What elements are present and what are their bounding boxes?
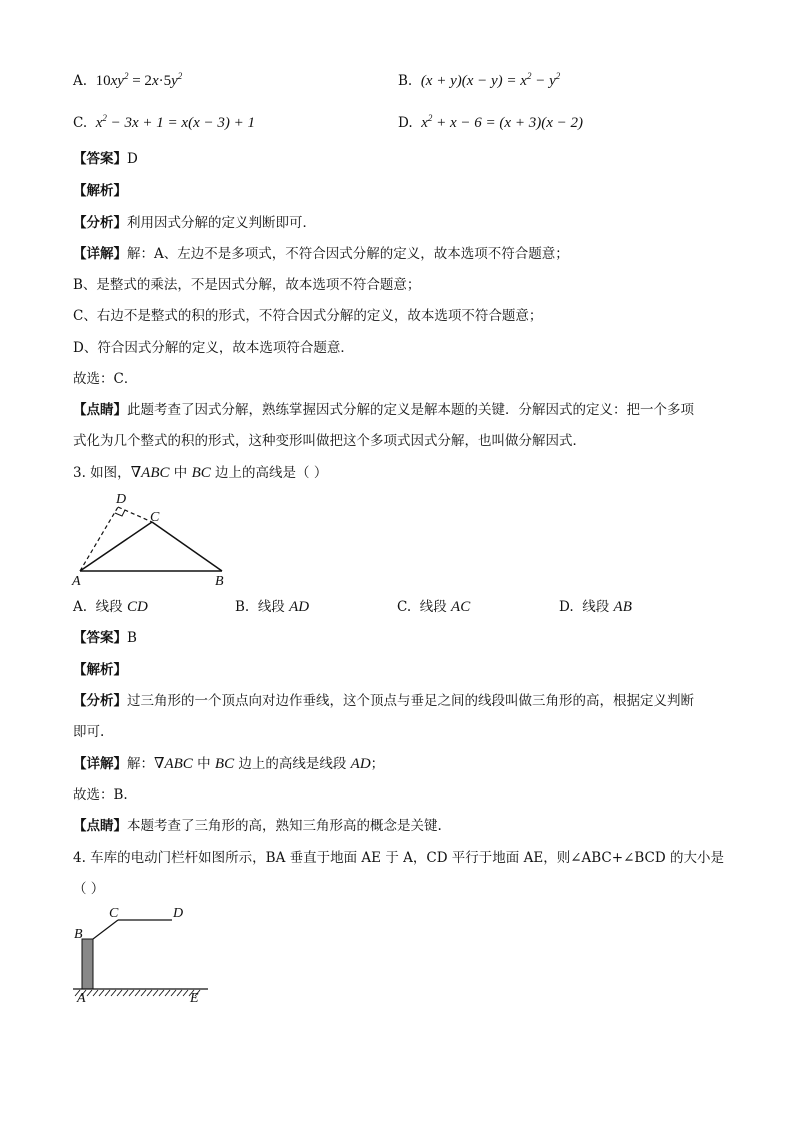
q4-label-d: D: [173, 906, 184, 921]
ground-hatch-mark: [153, 990, 158, 996]
ground-hatch-mark: [135, 990, 140, 996]
q4-label-a: A: [77, 991, 86, 1006]
q2-dianjing: 【点睛】此题考查了因式分解，熟练掌握因式分解的定义是解本题的关键．分解因式的定义：把一个多项: [73, 402, 694, 418]
q4-label-c: C: [109, 906, 119, 921]
ground-hatch-mark: [177, 990, 182, 996]
ground-hatch-mark: [183, 990, 188, 996]
q3-fenxi-cont: 即可.: [73, 724, 105, 740]
q2-option-a: A. $10xy^2 = 2x\cdot 5y^2$: [73, 71, 183, 89]
q3-option-d: D. 线段 AB: [559, 599, 632, 615]
q2-xiangjie: 【详解】解：A、左边不是多项式，不符合因式分解的定义，故本选项不符合题意；: [73, 246, 569, 262]
q2-line-c: C、右边不是整式的积的形式，不符合因式分解的定义，故本选项不符合题意；: [73, 308, 543, 324]
ground-hatch-mark: [147, 990, 152, 996]
ground-hatch-mark: [105, 990, 110, 996]
q2-choose: 故选：C．: [73, 371, 138, 387]
q2-jiexi: 【解析】: [73, 183, 127, 199]
ground-hatch-mark: [117, 990, 122, 996]
ground-hatch-mark: [87, 990, 92, 996]
q3-label-a: A: [72, 574, 81, 589]
q3-choose: 故选：B.: [73, 787, 128, 803]
q3-option-c: C. 线段 AC: [397, 599, 471, 615]
q4-stem: 4. 车库的电动门栏杆如图所示，BA 垂直于地面 AE 于 A，CD 平行于地面 AE，则∠ABC+∠BCD 的大小是: [73, 850, 724, 866]
ground-hatch-mark: [159, 990, 164, 996]
q3-jiexi: 【解析】: [73, 662, 127, 678]
q2-line-b: B、是整式的乘法，不是因式分解，故本选项不符合题意；: [73, 277, 421, 293]
ground-hatch-mark: [165, 990, 170, 996]
q2-option-b: B. $(x + y)(x - y) = x^2 - y^2$: [398, 71, 561, 89]
q2-dianjing-cont: 式化为几个整式的积的形式，这种变形叫做把这个多项式因式分解，也叫做分解因式．: [73, 433, 586, 449]
q2-option-c: C. $x^2 - 3x + 1 = x(x - 3) + 1$: [73, 113, 255, 131]
q2-option-d: D. $x^2 + x - 6 = (x + 3)(x - 2)$: [398, 113, 583, 131]
q3-option-b: B. 线段 AD: [235, 599, 310, 615]
q3-label-d: D: [116, 492, 127, 507]
ground-hatch-mark: [129, 990, 134, 996]
q3-fenxi: 【分析】过三角形的一个顶点向对边作垂线，这个顶点与垂足之间的线段叫做三角形的高，根据定义判断: [73, 693, 694, 709]
q3-label-c: C: [150, 510, 160, 525]
q4-label-e: E: [190, 991, 199, 1006]
q4-stem-cont: （ ）: [73, 881, 105, 897]
ground-hatch-mark: [111, 990, 116, 996]
q3-stem: 3. 如图，∇ABC 中 BC 边上的高线是（ ）: [73, 465, 328, 481]
q2-fenxi: 【分析】利用因式分解的定义判断即可．: [73, 215, 316, 231]
q2-answer: 【答案】D: [73, 151, 138, 167]
q3-label-b: B: [215, 574, 224, 589]
q2-line-d: D、符合因式分解的定义，故本选项符合题意．: [73, 340, 354, 356]
ground-hatch-mark: [93, 990, 98, 996]
q3-answer: 【答案】B: [73, 630, 137, 646]
q3-dianjing: 【点睛】本题考查了三角形的高，熟知三角形高的概念是关键.: [73, 818, 442, 834]
q3-xiangjie: 【详解】解：∇ABC 中 BC 边上的高线是线段 AD；: [73, 756, 385, 772]
ground-hatch-mark: [141, 990, 146, 996]
q4-label-b: B: [74, 927, 83, 942]
ground-hatch-mark: [123, 990, 128, 996]
ground-hatch-mark: [171, 990, 176, 996]
q3-option-a: A. 线段 CD: [73, 599, 148, 615]
ground-hatch-mark: [99, 990, 104, 996]
